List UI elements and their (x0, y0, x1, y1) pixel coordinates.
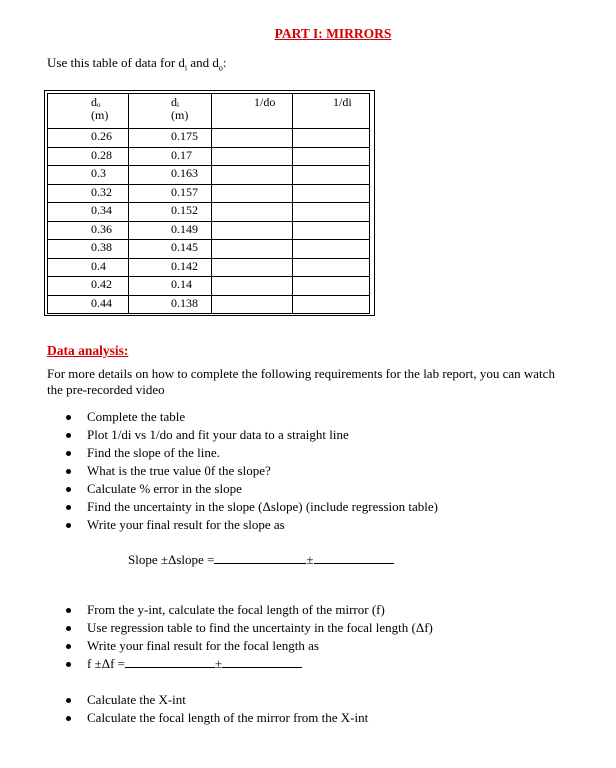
cell-do: 0.26 (48, 129, 129, 148)
focal-result-line (66, 655, 433, 673)
table-row (48, 184, 370, 203)
cell-do: 0.34 (48, 203, 129, 222)
cell-do: 0.36 (48, 221, 129, 240)
cell-di: 0.149 (129, 221, 212, 240)
cell-inv-di (293, 240, 370, 259)
cell-di: 0.157 (129, 184, 212, 203)
table-row (48, 147, 370, 166)
slope-result-line (128, 552, 394, 568)
table-row (48, 240, 370, 259)
table-row (48, 221, 370, 240)
cell-inv-do (212, 240, 293, 259)
list-item: Write your final result for the slope as (66, 516, 438, 534)
requirements-list-1 (66, 408, 438, 534)
cell-di: 0.163 (129, 166, 212, 185)
header-do: dₒ (m) (48, 94, 129, 129)
list-item: From the y-int, calculate the focal length of the mirror (f) (66, 601, 433, 619)
cell-do: 0.28 (48, 147, 129, 166)
cell-inv-di (293, 184, 370, 203)
page-title: PART I: MIRRORS (274, 26, 392, 41)
cell-inv-di (293, 277, 370, 296)
cell-do: 0.42 (48, 277, 129, 296)
f-blank (125, 656, 215, 668)
cell-do: 0.3 (48, 166, 129, 185)
cell-inv-do (212, 258, 293, 277)
cell-di: 0.175 (129, 129, 212, 148)
cell-do: 0.38 (48, 240, 129, 259)
data-table (47, 93, 370, 314)
cell-do: 0.32 (48, 184, 129, 203)
list-item: Find the slope of the line. (66, 444, 438, 462)
list-item: Complete the table (66, 408, 438, 426)
cell-inv-do (212, 166, 293, 185)
list-item: Plot 1/di vs 1/do and fit your data to a straight line (66, 426, 438, 444)
list-item: Calculate the focal length of the mirror from the X-int (66, 709, 368, 727)
slope-blank (214, 552, 306, 564)
f-label: f ±Δf = (87, 656, 125, 671)
table-row (48, 166, 370, 185)
cell-inv-di (293, 147, 370, 166)
cell-di: 0.152 (129, 203, 212, 222)
table-row (48, 258, 370, 277)
cell-di: 0.138 (129, 295, 212, 314)
cell-inv-di (293, 203, 370, 222)
instructions-paragraph: For more details on how to complete the following requirements for the lab report, you can watch the pre-recorded video (47, 366, 555, 397)
table-row (48, 203, 370, 222)
cell-do: 0.4 (48, 258, 129, 277)
cell-inv-do (212, 147, 293, 166)
table-row (48, 295, 370, 314)
cell-do: 0.44 (48, 295, 129, 314)
table-row (48, 277, 370, 296)
cell-inv-do (212, 129, 293, 148)
cell-di: 0.145 (129, 240, 212, 259)
cell-inv-do (212, 277, 293, 296)
data-analysis-heading: Data analysis: (47, 343, 129, 358)
cell-inv-do (212, 203, 293, 222)
table-header-row (48, 94, 370, 129)
requirements-list-2 (66, 601, 433, 673)
cell-inv-do (212, 221, 293, 240)
list-item: Use regression table to find the uncertainty in the focal length (Δf) (66, 619, 433, 637)
list-item: Find the uncertainty in the slope (Δslope) (include regression table) (66, 498, 438, 516)
header-inv-do: 1/do (212, 94, 293, 129)
cell-inv-di (293, 258, 370, 277)
cell-di: 0.14 (129, 277, 212, 296)
cell-inv-di (293, 295, 370, 314)
header-inv-di: 1/di (293, 94, 370, 129)
requirements-list-3 (66, 691, 368, 727)
list-item: Write your final result for the focal length as (66, 637, 433, 655)
list-item: What is the true value 0f the slope? (66, 462, 438, 480)
cell-inv-do (212, 184, 293, 203)
list-item: Calculate the X-int (66, 691, 368, 709)
header-di: dᵢ (m) (129, 94, 212, 129)
cell-di: 0.142 (129, 258, 212, 277)
cell-di: 0.17 (129, 147, 212, 166)
cell-inv-di (293, 129, 370, 148)
table-row (48, 129, 370, 148)
cell-inv-do (212, 295, 293, 314)
intro-text: Use this table of data for $d_i$ and $d_o$: (47, 55, 227, 73)
plus-minus-sign: ± (306, 552, 314, 567)
slope-label: Slope ±Δslope = (128, 552, 215, 567)
slope-uncertainty-blank (314, 552, 394, 564)
plus-minus-sign: ± (214, 656, 223, 671)
list-item: Calculate % error in the slope (66, 480, 438, 498)
f-uncertainty-blank (222, 656, 302, 668)
cell-inv-di (293, 221, 370, 240)
cell-inv-di (293, 166, 370, 185)
